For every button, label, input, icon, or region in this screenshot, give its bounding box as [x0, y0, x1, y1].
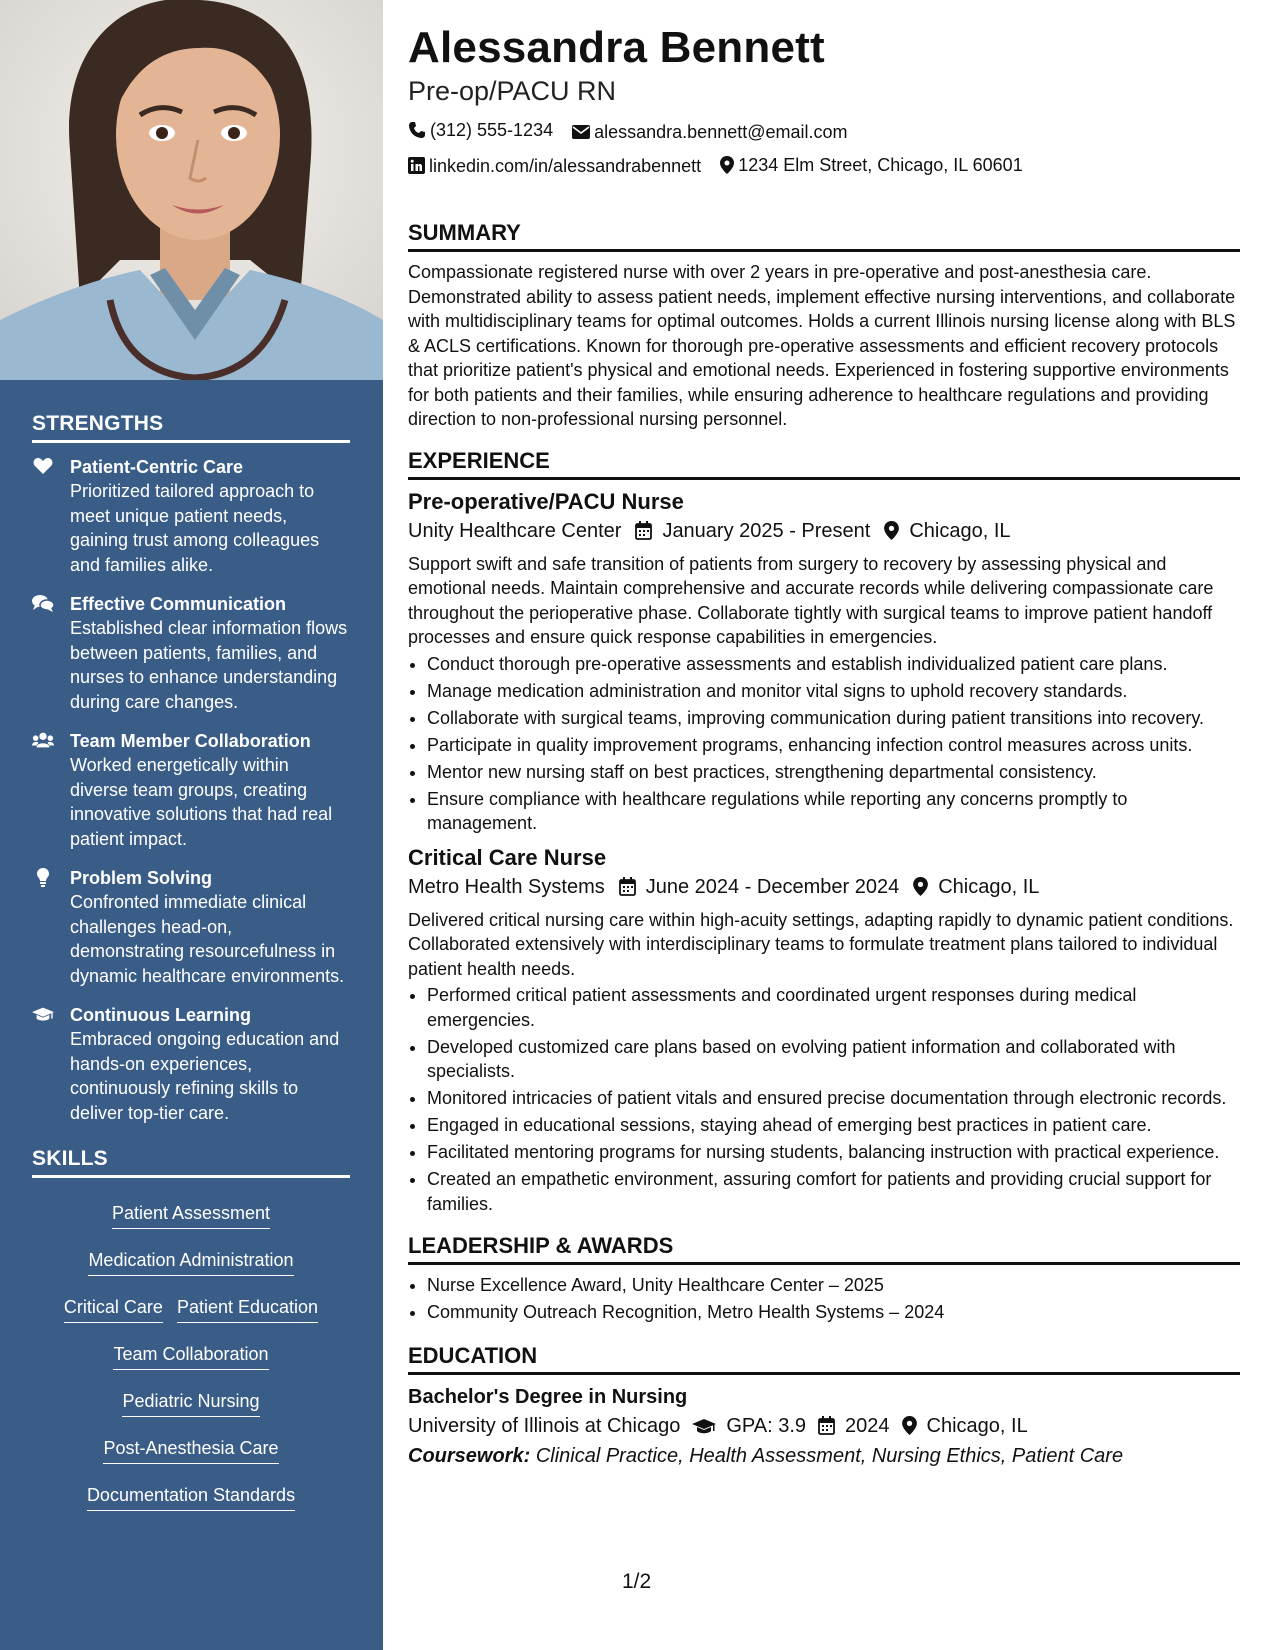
sidebar-content — [32, 412, 350, 1523]
job-entry — [408, 844, 1240, 1217]
summary-heading: SUMMARY — [408, 220, 1240, 252]
awards-list — [408, 1273, 1240, 1325]
contact-info — [408, 114, 1240, 184]
skill-tag: Patient Education — [177, 1295, 318, 1323]
strength-text: Confronted immediate clinical challenges head-on, demonstrating resourcefulness in dynamic healthcare environments. — [70, 892, 345, 986]
graduation-year: 2024 — [818, 1411, 890, 1441]
skills-list — [32, 1190, 350, 1523]
main-content — [408, 22, 1240, 1471]
list-item: • Manage medication administration and monitor vital signs to uphold recovery standards. — [427, 679, 1240, 704]
skill-tag: Pediatric Nursing — [122, 1389, 259, 1417]
profile-photo — [0, 0, 383, 380]
contact-address — [720, 149, 1023, 181]
job-bullets — [408, 983, 1240, 1216]
strengths-heading: STRENGTHS — [32, 412, 350, 443]
list-item: • Monitored intricacies of patient vitals and ensured precise documentation through electronic records. — [427, 1086, 1240, 1111]
skill-tag: Medication Administration — [88, 1248, 293, 1276]
skill-tag: Patient Assessment — [112, 1201, 270, 1229]
skill-tag: Documentation Standards — [87, 1483, 295, 1511]
job-company: Metro Health Systems — [408, 875, 605, 898]
list-item: • Community Outreach Recognition, Metro Health Systems – 2024 — [427, 1300, 1240, 1325]
envelope-icon — [572, 125, 590, 139]
gpa: GPA: 3.9 — [692, 1411, 806, 1441]
candidate-title: Pre-op/PACU RN — [408, 76, 617, 106]
job-dates: January 2025 - Present — [635, 516, 870, 546]
users-icon — [32, 730, 54, 750]
calendar-icon — [818, 1416, 835, 1435]
strength-text: Embraced ongoing education and hands-on experiences, continuously refining skills to deliver top-tier care. — [70, 1029, 340, 1123]
list-item: • Participate in quality improvement programs, enhancing infection control measures across units. — [427, 733, 1240, 758]
job-location: Chicago, IL — [913, 872, 1039, 902]
map-marker-icon — [720, 156, 734, 174]
map-marker-icon — [913, 877, 928, 896]
contact-email[interactable] — [572, 116, 847, 148]
skill-tag: Post-Anesthesia Care — [103, 1436, 278, 1464]
linkedin-icon — [408, 157, 425, 174]
map-marker-icon — [884, 521, 899, 540]
phone-icon — [408, 121, 426, 139]
calendar-icon — [635, 521, 652, 540]
job-meta — [408, 516, 1240, 546]
job-title: Pre-operative/PACU Nurse — [408, 488, 684, 514]
candidate-name: Alessandra Bennett — [408, 23, 825, 72]
awards-heading: LEADERSHIP & AWARDS — [408, 1233, 1240, 1265]
skill-tag: Team Collaboration — [113, 1342, 268, 1370]
job-dates: June 2024 - December 2024 — [619, 872, 900, 902]
list-item: • Engaged in educational sessions, staying ahead of emerging best practices in patient care. — [427, 1113, 1240, 1138]
phone-text: (312) 555-1234 — [430, 120, 554, 140]
coursework: Coursework: Clinical Practice, Health Assessment, Nursing Ethics, Patient Care — [408, 1444, 1124, 1467]
summary-text: Compassionate registered nurse with over 2 years in pre-operative and post-anesthesia care. Demonstrated ability to assess patient needs, implement effective nursing interventions, and collaborate with multidisciplinary teams for optimal outcomes. Holds a current Illinois nursing license along with BLS & ACLS certifications. Known for thorough pre-operative assessments and efficient recovery protocols that prioritize patient's physical and emotional needs. Experienced in fostering supportive environments for both patients and their families, while ensuring adherence to healthcare regulations and providing direction to non-professional nursing personnel. — [408, 262, 1236, 429]
strength-item — [32, 729, 350, 851]
lightbulb-icon — [32, 867, 54, 887]
job-description: Delivered critical nursing care within high-acuity settings, adapting rapidly to dynamic patient conditions. Collaborated extensively with interdisciplinary teams to formulate treatment plans tailored to individual patient health needs. — [408, 909, 1234, 979]
email-text: alessandra.bennett@email.com — [594, 122, 848, 142]
list-item: • Mentor new nursing staff on best practices, strengthening departmental consistency. — [427, 760, 1240, 785]
strength-title: Patient-Centric Care — [70, 457, 244, 477]
job-description: Support swift and safe transition of patients from surgery to recovery by assessing physical and emotional needs. Maintain comprehensive and accurate records while delivering compassionate care throughout the perioperative phase. Collaborate tightly with surgical teams to improve patient handoff processes and ensure quick response capabilities in emergencies. — [408, 553, 1214, 647]
list-item: • Created an empathetic environment, assuring comfort for patients and providing crucial support for families. — [427, 1167, 1240, 1216]
experience-heading: EXPERIENCE — [408, 448, 1240, 480]
job-title: Critical Care Nurse — [408, 844, 607, 870]
list-item: • Collaborate with surgical teams, improving communication during patient transitions into recovery. — [427, 706, 1240, 731]
degree-title: Bachelor's Degree in Nursing — [408, 1385, 688, 1408]
map-marker-icon — [902, 1416, 917, 1435]
comments-icon — [32, 593, 54, 613]
strength-title: Continuous Learning — [70, 1005, 251, 1025]
strength-item — [32, 1003, 350, 1125]
list-item: • Ensure compliance with healthcare regulations while reporting any concerns promptly to management. — [427, 787, 1240, 836]
job-company: Unity Healthcare Center — [408, 519, 622, 542]
skill-tag: Critical Care — [64, 1295, 163, 1323]
education-heading: EDUCATION — [408, 1343, 1240, 1375]
strength-text: Established clear information flows between patients, families, and nurses to enhance understanding during care changes. — [70, 618, 348, 712]
job-entry — [408, 488, 1240, 836]
job-location: Chicago, IL — [884, 516, 1010, 546]
sidebar — [0, 0, 383, 1650]
job-meta — [408, 872, 1240, 902]
skills-heading: SKILLS — [32, 1147, 350, 1178]
address-text: 1234 Elm Street, Chicago, IL 60601 — [738, 155, 1023, 175]
list-item: • Facilitated mentoring programs for nursing students, balancing instruction with practical experience. — [427, 1140, 1240, 1165]
strength-title: Effective Communication — [70, 594, 287, 614]
heart-icon — [32, 456, 54, 476]
graduation-cap-icon — [32, 1004, 54, 1024]
school-name: University of Illinois at Chicago — [408, 1414, 681, 1437]
page-number: 1/2 — [622, 1570, 652, 1593]
list-item: • Conduct thorough pre-operative assessments and establish individualized patient care plans. — [427, 652, 1240, 677]
contact-phone[interactable] — [408, 114, 553, 146]
strength-text: Prioritized tailored approach to meet unique patient needs, gaining trust among colleagues and families alike. — [70, 481, 320, 575]
education-location: Chicago, IL — [902, 1411, 1028, 1441]
strength-item — [32, 866, 350, 988]
calendar-icon — [619, 877, 636, 896]
linkedin-text: linkedin.com/in/alessandrabennett — [429, 155, 702, 176]
contact-linkedin[interactable] — [408, 150, 701, 182]
graduation-cap-icon — [692, 1417, 716, 1435]
strength-title: Problem Solving — [70, 868, 213, 888]
list-item: • Nurse Excellence Award, Unity Healthcare Center – 2025 — [427, 1273, 1240, 1298]
strength-item — [32, 592, 350, 714]
strength-text: Worked energetically within diverse team groups, creating innovative solutions that had real patient impact. — [70, 755, 333, 849]
list-item: • Developed customized care plans based on evolving patient information and collaborated with specialists. — [427, 1035, 1240, 1084]
job-bullets — [408, 652, 1240, 836]
strength-item — [32, 455, 350, 577]
list-item: • Performed critical patient assessments and coordinated urgent responses during medical emergencies. — [427, 983, 1240, 1032]
strength-title: Team Member Collaboration — [70, 731, 311, 751]
education-meta — [408, 1411, 1240, 1441]
